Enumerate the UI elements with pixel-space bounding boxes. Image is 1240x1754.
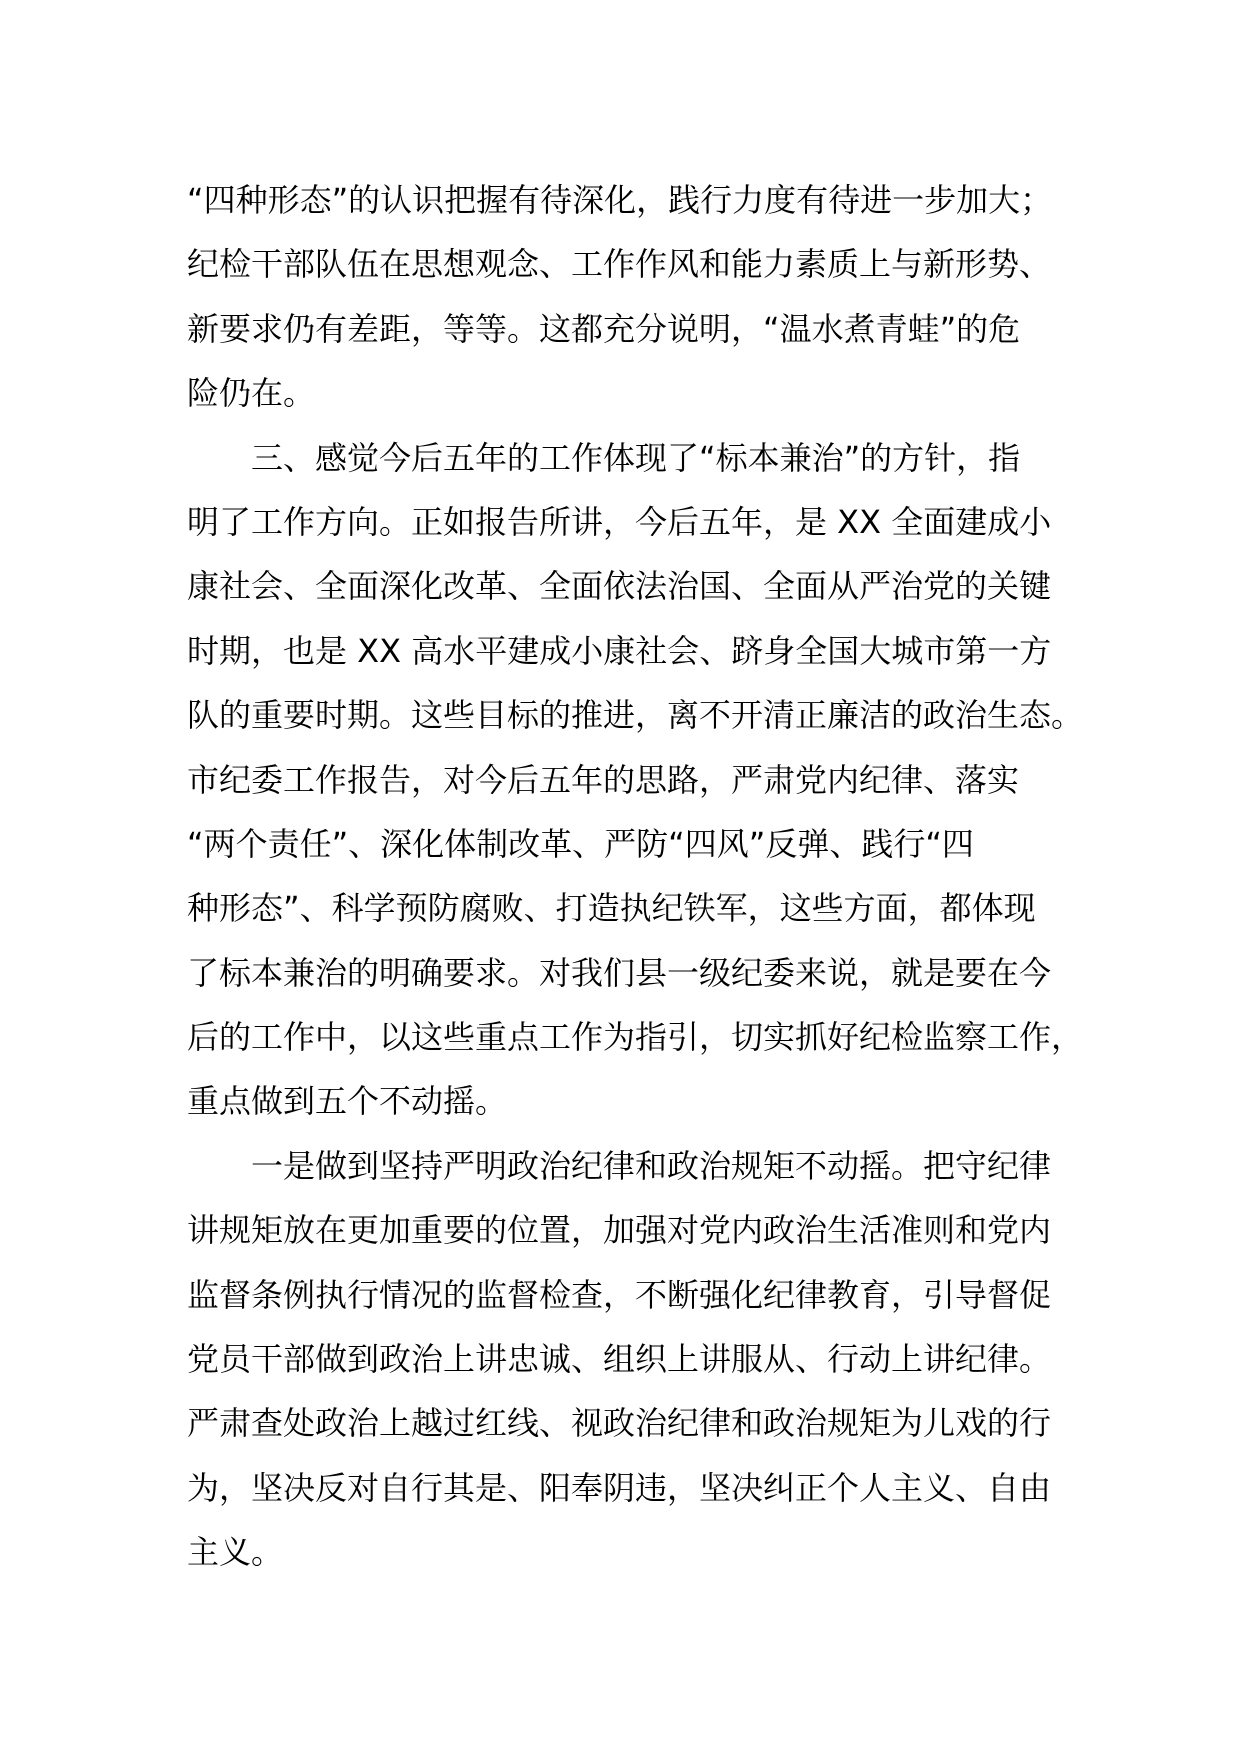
text-line: 严肃查处政治上越过红线、视政治纪律和政治规矩为儿戏的行	[187, 1404, 1052, 1443]
text-line: 党员干部做到政治上讲忠诚、组织上讲服从、行动上讲纪律。	[187, 1340, 1052, 1379]
text-line: 监督条例执行情况的监督检查，不断强化纪律教育，引导督促	[187, 1275, 1052, 1314]
text-line: “四种形态”的认识把握有待深化，践行力度有待进一步加大；	[187, 181, 1053, 219]
text-line: 队的重要时期。这些目标的推进，离不开清正廉洁的政治生态。	[187, 696, 1084, 735]
text-line: 讲规矩放在更加重要的位置，加强对党内政治生活准则和党内	[187, 1211, 1052, 1250]
paragraph-point-one	[187, 1134, 1087, 1585]
text-line: 种形态”、科学预防腐败、打造执纪铁军，这些方面，都体现	[187, 889, 1036, 928]
document-body	[187, 168, 1087, 1585]
paragraph-section-three	[187, 426, 1087, 1134]
text-line: 三、感觉今后五年的工作体现了“标本兼治”的方针，指	[251, 438, 1021, 477]
text-line: 了标本兼治的明确要求。对我们县一级纪委来说，就是要在今	[187, 953, 1052, 992]
text-line: 后的工作中，以这些重点工作为指引，切实抓好纪检监察工作，	[187, 1018, 1084, 1057]
text-line: 一是做到坚持严明政治纪律和政治规矩不动摇。把守纪律	[251, 1146, 1052, 1185]
text-line: 主义。	[187, 1533, 284, 1572]
text-line: 纪检干部队伍在思想观念、工作作风和能力素质上与新形势、	[187, 245, 1052, 284]
text-line: 险仍在。	[187, 374, 316, 413]
text-line: 为，坚决反对自行其是、阳奉阴违，坚决纠正个人主义、自由	[187, 1468, 1052, 1507]
text-line: 明了工作方向。正如报告所讲，今后五年，是 XX 全面建成小	[187, 502, 1052, 541]
text-line: 时期，也是 XX 高水平建成小康社会、跻身全国大城市第一方	[187, 631, 1052, 670]
text-line: “两个责任”、深化体制改革、严防“四风”反弹、践行“四	[187, 824, 974, 863]
text-line: 重点做到五个不动摇。	[187, 1082, 508, 1121]
text-line: 康社会、全面深化改革、全面依法治国、全面从严治党的关键	[187, 567, 1052, 606]
paragraph-continuation	[187, 168, 1087, 426]
text-line: 市纪委工作报告，对今后五年的思路，严肃党内纪律、落实	[187, 760, 1020, 799]
text-line: 新要求仍有差距，等等。这都充分说明，“温水煮青蛙”的危	[187, 309, 1021, 348]
